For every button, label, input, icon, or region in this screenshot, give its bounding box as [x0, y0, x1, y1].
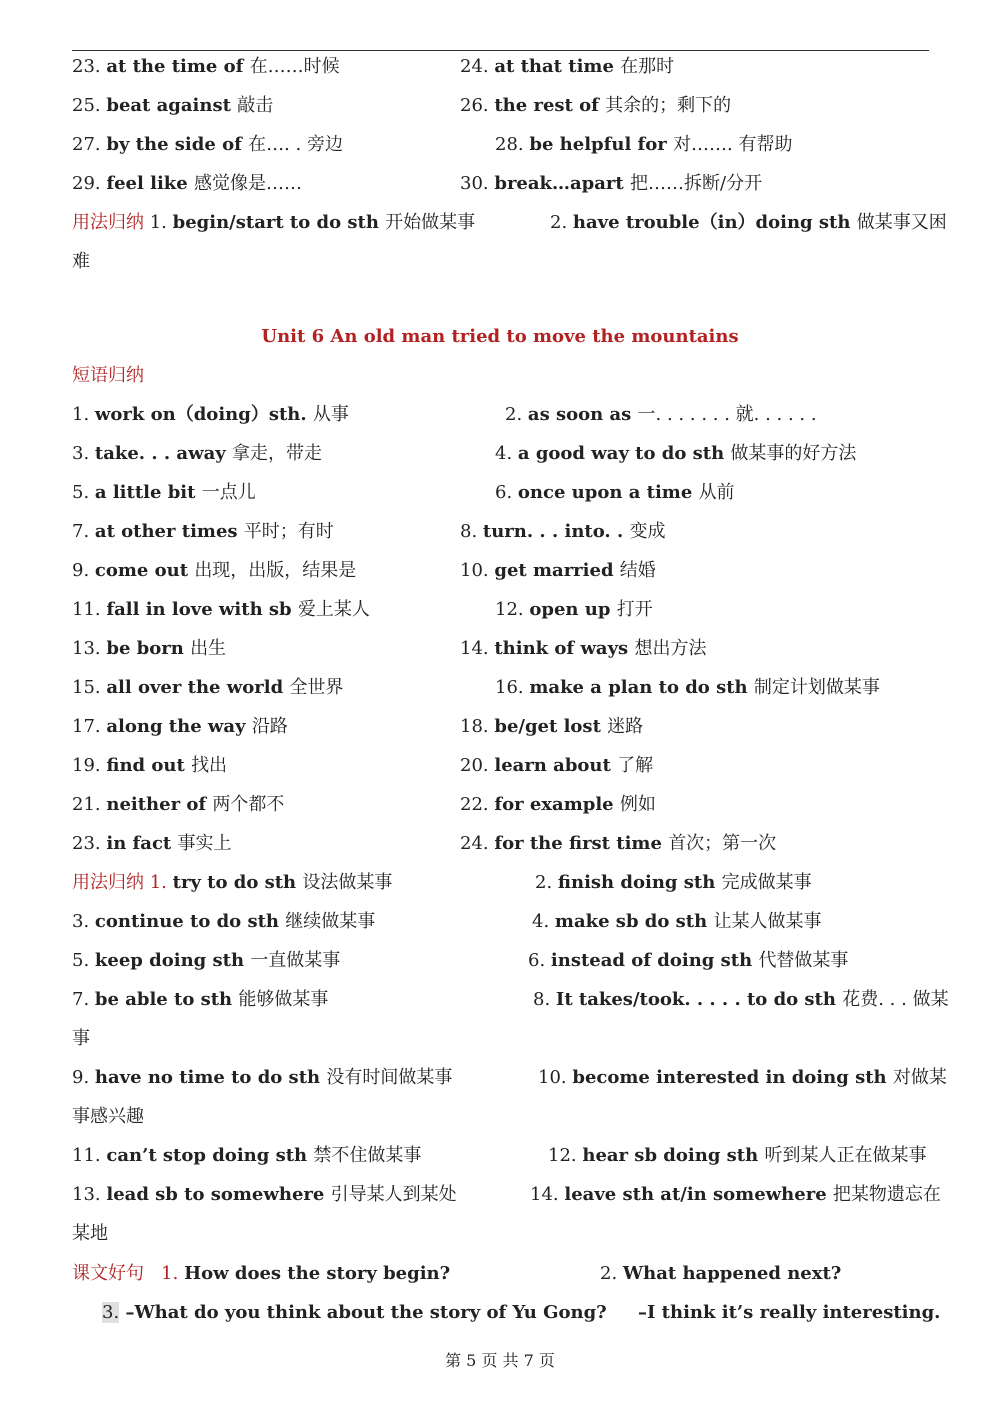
- usage-continuation: 难: [72, 251, 90, 272]
- list-item: 10. get married 结婚: [460, 560, 656, 581]
- usage-line: 7. be able to sth 能够做某事: [72, 989, 329, 1010]
- list-item: 24. for the first time 首次；第一次: [460, 833, 777, 854]
- usage-line: 14. leave sth at/in somewhere 把某物遗忘在: [530, 1184, 941, 1205]
- list-item: 7. at other times 平时；有时: [72, 521, 334, 542]
- usage-line: 6. instead of doing sth 代替做某事: [528, 950, 849, 971]
- usage-line: 5. keep doing sth 一直做某事: [72, 950, 341, 971]
- usage-line: 13. lead sb to somewhere 引导某人到某处: [72, 1184, 457, 1205]
- list-item: 23. at the time of 在……时候: [72, 56, 340, 77]
- list-item: 29. feel like 感觉像是……: [72, 173, 302, 194]
- usage-line: 2. finish doing sth 完成做某事: [535, 872, 812, 893]
- usage-continuation: 某地: [72, 1223, 108, 1244]
- list-item: 24. at that time 在那时: [460, 56, 675, 77]
- list-item: 4. a good way to do sth 做某事的好方法: [495, 443, 857, 464]
- top-rule: [72, 50, 929, 51]
- list-item: 30. break…apart 把……拆断/分开: [460, 173, 763, 194]
- usage-line: 9. have no time to do sth 没有时间做某事: [72, 1067, 453, 1088]
- list-item: 28. be helpful for 对……. 有帮助: [495, 134, 793, 155]
- list-item: 21. neither of 两个都不: [72, 794, 285, 815]
- list-item: 1. work on（doing）sth. 从事: [72, 404, 349, 425]
- list-item: 3. take. . . away 拿走，带走: [72, 443, 322, 464]
- section-label-phrases: 短语归纳: [72, 365, 144, 386]
- list-item: 8. turn. . . into. . 变成: [460, 521, 666, 542]
- unit-title: Unit 6 An old man tried to move the mountains: [261, 326, 739, 347]
- list-item: 22. for example 例如: [460, 794, 656, 815]
- section-label-sentences: 课文好句: [72, 1263, 144, 1284]
- list-item: 15. all over the world 全世界: [72, 677, 344, 698]
- list-item: 18. be/get lost 迷路: [460, 716, 644, 737]
- list-item: 5. a little bit 一点儿: [72, 482, 256, 503]
- list-item: 26. the rest of 其余的；剩下的: [460, 95, 732, 116]
- usage-continuation: 事感兴趣: [72, 1106, 144, 1127]
- list-item: 16. make a plan to do sth 制定计划做某事: [495, 677, 880, 698]
- list-item: 9. come out 出现，出版，结果是: [72, 560, 357, 581]
- usage-line: 用法归纳 1. begin/start to do sth 开始做某事: [72, 212, 476, 233]
- usage-line: 10. become interested in doing sth 对做某: [538, 1067, 947, 1088]
- sentence-line: 3. –What do you think about the story of Yu Gong?: [102, 1302, 607, 1323]
- section-label-usage: 用法归纳: [72, 212, 144, 233]
- list-item: 14. think of ways 想出方法: [460, 638, 707, 659]
- list-item: 25. beat against 敲击: [72, 95, 274, 116]
- section-label-usage: 用法归纳: [72, 872, 144, 893]
- usage-line: 8. It takes/took. . . . . to do sth 花费. . . 做某: [533, 989, 949, 1010]
- usage-line: 12. hear sb doing sth 听到某人正在做某事: [548, 1145, 927, 1166]
- usage-continuation: 事: [72, 1028, 90, 1049]
- list-item: 23. in fact 事实上: [72, 833, 232, 854]
- sentence-line: –I think it’s really interesting.: [638, 1302, 941, 1323]
- list-item: 19. find out 找出: [72, 755, 228, 776]
- usage-line: 用法归纳 1. try to do sth 设法做某事: [72, 872, 393, 893]
- list-item: 6. once upon a time 从前: [495, 482, 735, 503]
- page-footer: 第 5 页 共 7 页: [445, 1351, 555, 1370]
- list-item: 13. be born 出生: [72, 638, 227, 659]
- list-item: 27. by the side of 在…. . 旁边: [72, 134, 343, 155]
- usage-line: 11. can’t stop doing sth 禁不住做某事: [72, 1145, 422, 1166]
- usage-line: 2. have trouble（in）doing sth 做某事又困: [550, 212, 947, 233]
- usage-line: 3. continue to do sth 继续做某事: [72, 911, 376, 932]
- sentence-line: 2. What happened next?: [600, 1263, 842, 1284]
- list-item: 17. along the way 沿路: [72, 716, 288, 737]
- list-item: 12. open up 打开: [495, 599, 653, 620]
- usage-line: 4. make sb do sth 让某人做某事: [532, 911, 822, 932]
- list-item: 2. as soon as 一. . . . . . . 就. . . . . .: [505, 404, 817, 425]
- list-item: 11. fall in love with sb 爱上某人: [72, 599, 370, 620]
- list-item: 20. learn about 了解: [460, 755, 654, 776]
- sentence-line: 课文好句 1. How does the story begin?: [72, 1263, 451, 1284]
